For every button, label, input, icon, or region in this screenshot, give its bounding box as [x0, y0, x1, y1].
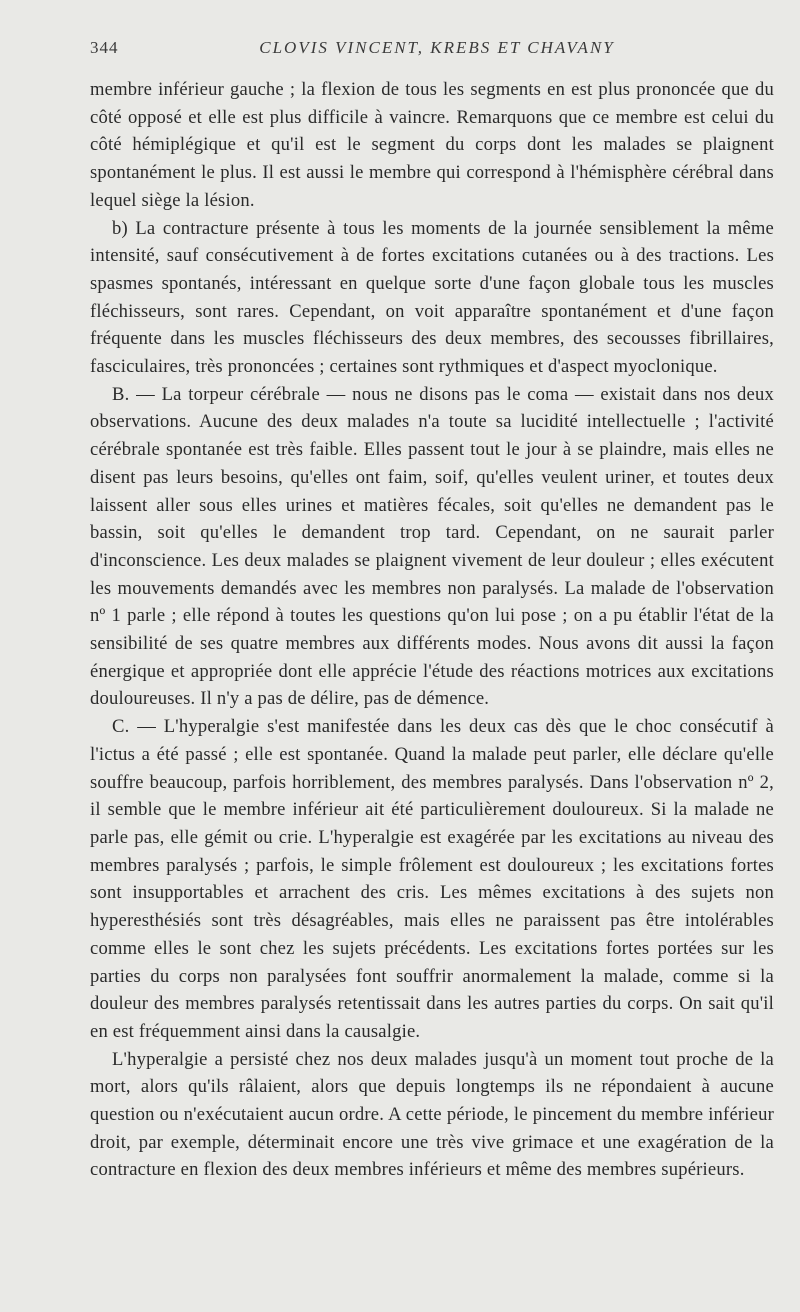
paragraph-hyperalgie-persistance: L'hyperalgie a persisté chez nos deux malades jusqu'à un moment tout proche de la mort, alors qu'ils râlaient, alors que depuis longtemps ils ne répondaient à aucune question ou n'exécutaient aucun ordre. A cette période, le pincement du membre inférieur droit, par exemple, déterminait encore une très vive grimace et une exagération de la contracture en flexion des deux membres inférieurs et même des membres supérieurs. [90, 1048, 774, 1181]
page-number: 344 [90, 38, 119, 57]
body-text [90, 76, 774, 1184]
paragraph-continued: membre inférieur gauche ; la flexion de tous les segments en est plus prononcée que du côté opposé et elle est plus difficile à vaincre. Remarquons que ce membre est celui du côté hémiplégique et qu'il est le segment du corps dont les malades se plaignent spontanément le plus. Il est aussi le membre qui correspond à l'hémisphère cérébral dans lequel siège la lésion. [90, 79, 774, 211]
paragraph-C-hyperalgie: C. — L'hyperalgie s'est manifestée dans les deux cas dès que le choc consécutif à l'ictus a été passé ; elle est spontanée. Quand la malade peut parler, elle déclare qu'elle souffre beaucoup, parfois horriblement, des membres paralysés. Dans l'observation nº 2, il semble que le membre inférieur ait été particulièrement douloureux. Si la malade ne parle pas, elle gémit ou crie. L'hyperalgie est exagérée par les excitations au niveau des membres paralysés ; parfois, le simple frôlement est douloureux ; les excitations fortes sont insupportables et arrachent des cris. Les mêmes excitations à des sujets non hyperesthésiés sont très désagréables, mais elles ne paraissent pas être intolérables comme elles le sont chez les sujets précédents. Les excitations fortes portées sur les parties du corps non paralysées font souffrir anormalement la malade, comme si la douleur des membres paralysés retentissait dans les autres parties du corps. On sait qu'il en est fréquemment ainsi dans la causalgie. [90, 716, 774, 1042]
running-title: CLOVIS VINCENT, KREBS ET CHAVANY [259, 38, 615, 57]
page-header [90, 38, 774, 68]
paragraph-b-contracture: b) La contracture présente à tous les moments de la journée sensiblement la même intensité, sauf consécutivement à de fortes excitations cutanées ou à des tractions. Les spasmes spontanés, intéressant en quelque sorte d'une façon globale tous les muscles fléchisseurs, sont rares. Cependant, on voit apparaître spontanément et d'une façon fréquente dans les muscles fléchisseurs des deux membres, des secousses fibrillaires, fasciculaires, très prononcées ; certaines sont rythmiques et d'aspect myoclonique. [90, 217, 774, 378]
paragraph-B-torpeur: B. — La torpeur cérébrale — nous ne disons pas le coma — existait dans nos deux observations. Aucune des deux malades n'a toute sa lucidité intellectuelle ; l'activité cérébrale spontanée est très faible. Elles passent tout le jour à se plaindre, mais elles ne disent pas leurs besoins, qu'elles ont faim, soif, qu'elles veulent uriner, et toutes deux laissent aller sous elles urines et matières fécales, soit qu'elles ne demandent pas le bassin, soit qu'elles le demandent trop tard. Cependant, on ne saurait parler d'inconscience. Les deux malades se plaignent vivement de leur douleur ; elles exécutent les mouvements demandés avec les membres non paralysés. La malade de l'observation nº 1 parle ; elle répond à toutes les questions qu'on lui pose ; on a pu établir l'état de la sensibilité de ses quatre membres aux différents modes. Nous avons dit aussi la façon énergique et appropriée dont elle apprécie l'étude des réactions motrices aux excitations douloureuses. Il n'y a pas de délire, pas de démence. [90, 383, 774, 710]
